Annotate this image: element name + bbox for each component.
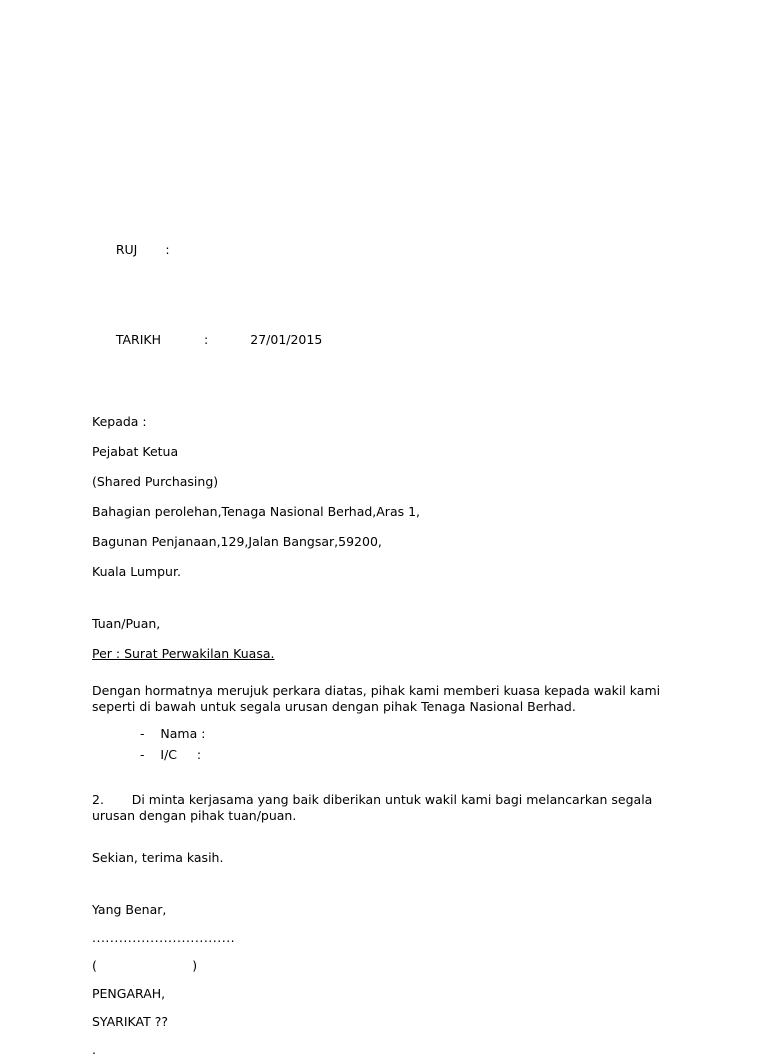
- paragraph-one: Dengan hormatnya merujuk perkara diatas, pihak kami memberi kuasa kepada wakil kami seperti di bawah untuk segala urusan dengan pihak Tenaga Nasional Berhad.: [92, 683, 661, 714]
- signature-company: SYARIKAT ??: [92, 1014, 168, 1029]
- spacer-before-signature: [92, 866, 692, 896]
- reference-line: [92, 205, 692, 295]
- salutation: Tuan/Puan,: [92, 616, 161, 631]
- paragraph-two: 2. Di minta kerjasama yang baik diberikan untuk wakil kami bagi melancarkan segala urusan dengan pihak tuan/puan.: [92, 791, 657, 823]
- signature-name-brackets: ( ): [92, 958, 198, 973]
- recipient-heading: Kepada :: [92, 414, 147, 429]
- spacer-before-para2: [92, 765, 692, 779]
- closing-thanks: Sekian, terima kasih.: [92, 850, 224, 865]
- recipient-line-1: Pejabat Ketua: [92, 444, 179, 459]
- detail-list: [140, 723, 692, 765]
- recipient-line-4: Bagunan Penjanaan,129,Jalan Bangsar,59200,: [92, 534, 382, 549]
- subject-line: Per : Surat Perwakilan Kuasa.: [92, 646, 275, 661]
- spacer-after-date: [92, 385, 692, 407]
- spacer-before-para1: [92, 669, 692, 683]
- letter-body: [92, 205, 692, 1064]
- ruj-separator: :: [165, 242, 170, 257]
- spacer-before-thanks: [92, 836, 692, 850]
- subject-wrapper: [92, 639, 692, 669]
- tarikh-label: TARIKH: [115, 332, 162, 347]
- signature-dotted-line: ................................: [92, 930, 236, 945]
- tarikh-separator: :: [204, 332, 209, 347]
- detail-item-ic: - I/C :: [140, 747, 202, 762]
- recipient-line-3: Bahagian perolehan,Tenaga Nasional Berhad,Aras 1,: [92, 504, 421, 519]
- spacer-before-salutation: [92, 587, 692, 609]
- recipient-line-5: Kuala Lumpur.: [92, 564, 181, 579]
- signature-position: PENGARAH,: [92, 986, 166, 1001]
- signature-trailing-dot: .: [92, 1042, 96, 1057]
- signature-yang-benar: Yang Benar,: [92, 902, 167, 917]
- recipient-line-2: (Shared Purchasing): [92, 474, 219, 489]
- ruj-label: RUJ: [115, 242, 138, 257]
- detail-item-nama: - Nama :: [140, 726, 206, 741]
- date-line: [92, 295, 692, 385]
- tarikh-value: 27/01/2015: [250, 332, 323, 347]
